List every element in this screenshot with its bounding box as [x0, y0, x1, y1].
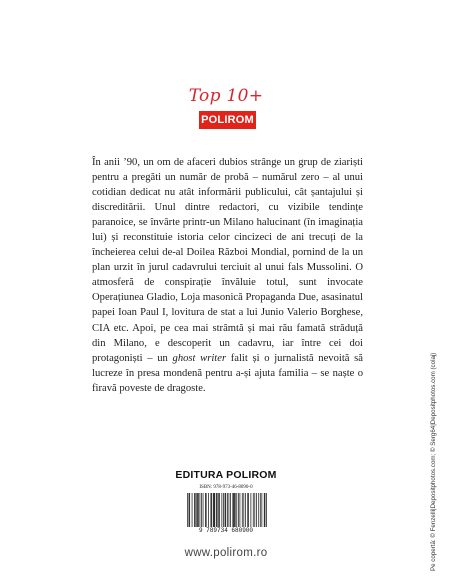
publisher-badge: POLIROM [199, 111, 256, 129]
isbn-block [181, 485, 271, 543]
blurb-text-part1: În anii ’90, un om de afaceri dubios strânge un grup de ziariști pentru a pregăti un număr de probă – numărul zero – al unui cotidian dedicat nu atât informării publicului, cât șantajului și discreditării. Unul dintre redactori, cu vizibile tendințe paranoice, se învârte printr-un Milano halucinant (în imaginația lui) și reconstituie istoria celor cincizeci de ani trecuți de la încheierea celui de-al Doilea Război Mondial, pornind de la un plan urzit în jurul cadavrului terciuit al unui fals Mussolini. O atmosferă de conspirație învăluie totul, sunt invocate Operațiunea Gladio, Loja masonică Propaganda Due, asasinatul papei Ioan Paul I, lovitura de stat a lui Junio Valerio Borghese, CIA etc. Apoi, pe cea mai strâmtă și mai rău famată străduță din Milano, e descoperit un cadavru, iar între cei doi protagoniști – un [92, 157, 363, 364]
series-logo [0, 86, 452, 106]
publisher-imprint: EDITURA POLIROM [175, 469, 277, 481]
blurb-emphasis: ghost writer [172, 352, 227, 364]
back-cover-blurb [92, 155, 363, 396]
series-title: Top 10+ [188, 86, 264, 106]
publisher-website: www.polirom.ro [184, 547, 268, 559]
isbn-label: ISBN: 978-973-46-8090-0 [199, 485, 253, 490]
barcode-icon [187, 493, 267, 527]
barcode-digits: 9 789734 680900 [198, 527, 253, 534]
cover-image-credit: Pe copertă: © Fenzelli|Depositphotos.com; © Serg64|Depositphotos.com (colaj) [430, 352, 437, 571]
blurb-text-part2: falit și o jurnalistă nevoită să lucreze în presa mondenă pentru a-și ajuta familia – se naște o firavă poveste de dragoste. [92, 352, 363, 394]
